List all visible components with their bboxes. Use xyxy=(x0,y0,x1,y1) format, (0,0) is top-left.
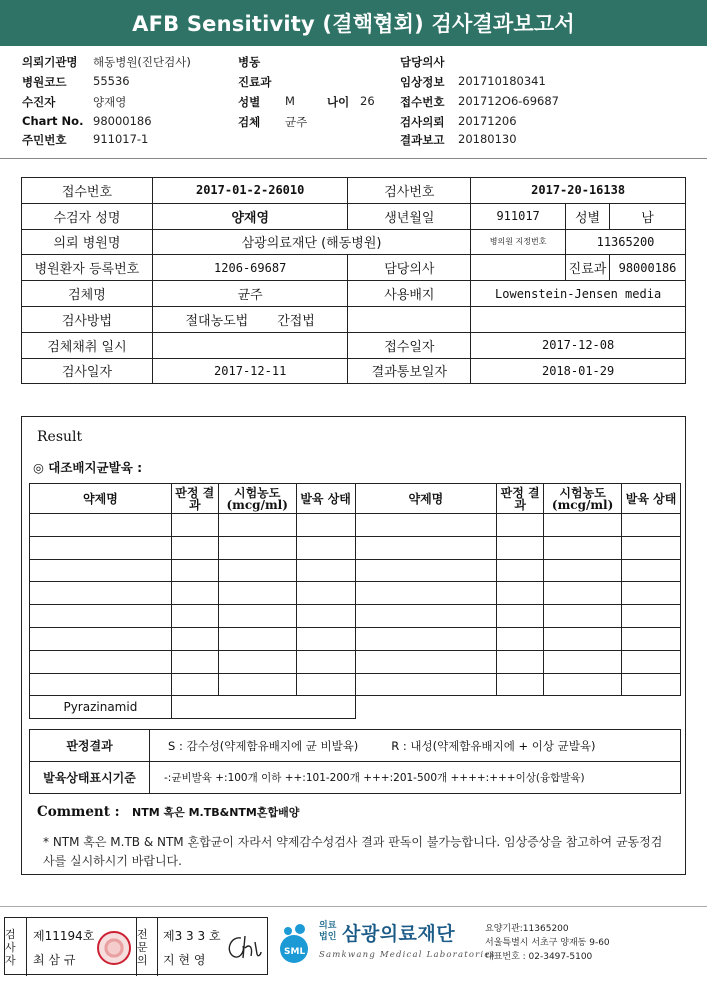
drug-cell xyxy=(622,536,681,559)
drug-sensitivity-table xyxy=(29,483,681,719)
cell-value: 911017 xyxy=(471,203,566,229)
logo-subtitle: 의료법인 xyxy=(319,921,337,942)
drug-cell xyxy=(544,673,622,696)
cell-value: Lowenstein-Jensen media xyxy=(471,281,686,307)
receipt-label: 접수번호 xyxy=(400,95,445,109)
growth-label: 발육상태표시기준 xyxy=(30,762,150,794)
cell-value xyxy=(471,255,566,281)
drug-cell-blank xyxy=(622,696,681,719)
drug-cell xyxy=(171,582,218,605)
drug-row xyxy=(30,514,681,537)
org-phone: 대표번호 : 02-3497-5100 xyxy=(485,952,593,962)
info-row xyxy=(22,306,686,332)
drug-cell xyxy=(497,582,544,605)
code-label: 병원코드 xyxy=(22,75,67,89)
sex-value: M xyxy=(285,94,295,108)
org-code: 요양기관:11365200 xyxy=(485,924,569,934)
cell-value: 1206-69687 xyxy=(152,255,348,281)
col-header: 약제명 xyxy=(30,484,172,514)
drug-cell xyxy=(355,536,497,559)
comment-value: NTM 혹은 M.TB&NTM혼합배양 xyxy=(132,806,300,819)
info-row xyxy=(22,203,686,229)
drug-cell xyxy=(171,559,218,582)
drug-cell-blank xyxy=(497,696,544,719)
drug-cell xyxy=(30,582,172,605)
cell-label: 병의원 지정번호 xyxy=(471,229,566,255)
drug-cell xyxy=(622,582,681,605)
id-label: 주민번호 xyxy=(22,133,67,147)
drug-cell xyxy=(355,650,497,673)
drug-cell xyxy=(30,627,172,650)
drug-row xyxy=(30,650,681,673)
drug-row xyxy=(30,627,681,650)
drug-cell xyxy=(296,514,355,537)
judge-r: R : 내성(약제함유배지에 + 이상 균발육) xyxy=(391,738,596,753)
method-2: 간접법 xyxy=(277,313,315,329)
cell-value: 삼광의료재단 (해동병원) xyxy=(152,229,470,255)
legend-row xyxy=(30,730,681,762)
cell-value: 98000186 xyxy=(610,255,686,281)
comment-note: * NTM 혹은 M.TB & NTM 혼합균이 자라서 약제감수성검사 결과 판독이 불가능합니다. 임상증상을 참고하여 균동정검사를 실시하시기 바랍니다. xyxy=(43,835,663,868)
official-seal-icon xyxy=(97,931,131,965)
logo-english: Samkwang Medical Laboratories xyxy=(319,950,497,960)
signature-box xyxy=(4,917,268,975)
org-label: 의뢰기관명 xyxy=(22,55,78,69)
inspector-name: 최 삼 규 xyxy=(33,953,76,967)
info-row xyxy=(22,178,686,204)
drug-cell xyxy=(497,650,544,673)
drug-cell xyxy=(171,536,218,559)
drug-cell xyxy=(30,673,172,696)
cell-label: 검사번호 xyxy=(348,178,471,204)
col-header: 발육 상태 xyxy=(622,484,681,514)
age-value: 26 xyxy=(360,94,375,108)
company-logo xyxy=(272,917,707,979)
cell-value: 2017-12-08 xyxy=(471,332,686,358)
drug-cell xyxy=(218,650,296,673)
drug-cell xyxy=(544,582,622,605)
info-row xyxy=(22,281,686,307)
cell-label: 성별 xyxy=(566,203,610,229)
cell-label: 사용배지 xyxy=(348,281,471,307)
method-1: 절대농도법 xyxy=(185,313,249,329)
cell-label: 접수번호 xyxy=(22,178,153,204)
drug-cell xyxy=(171,605,218,628)
drug-cell xyxy=(355,582,497,605)
drug-cell xyxy=(171,514,218,537)
drug-cell xyxy=(296,650,355,673)
drug-cell xyxy=(296,559,355,582)
col-header: 시험농도 (mcg/ml) xyxy=(218,484,296,514)
cell-label: 검체명 xyxy=(22,281,153,307)
header-info xyxy=(0,48,707,156)
report-label: 결과보고 xyxy=(400,133,445,147)
drug-cell xyxy=(497,673,544,696)
specialist-license: 제3 3 3 호 xyxy=(163,929,221,943)
cell-value: 남 xyxy=(610,203,686,229)
code-value: 55536 xyxy=(93,74,130,88)
doctor-label: 담당의사 xyxy=(400,55,445,69)
cell-label: 담당의사 xyxy=(348,255,471,281)
drug-cell xyxy=(544,650,622,673)
drug-cell xyxy=(544,559,622,582)
drug-cell xyxy=(30,514,172,537)
legend-row xyxy=(30,762,681,794)
header-divider xyxy=(0,158,707,159)
drug-cell xyxy=(355,673,497,696)
patient-info-table xyxy=(21,177,686,384)
drug-cell xyxy=(171,627,218,650)
age-label: 나이 xyxy=(327,95,350,109)
col-header: 약제명 xyxy=(355,484,497,514)
drug-name: Pyrazinamid xyxy=(30,696,172,719)
info-row xyxy=(22,229,686,255)
drug-cell-blank xyxy=(544,696,622,719)
cell-label: 검체채취 일시 xyxy=(22,332,153,358)
cell-value xyxy=(152,306,348,332)
drug-cell xyxy=(218,673,296,696)
cell-value: 양재영 xyxy=(152,203,348,229)
drug-cell xyxy=(355,559,497,582)
drug-cell xyxy=(355,514,497,537)
chart-value: 98000186 xyxy=(93,114,152,128)
judge-label: 판정결과 xyxy=(30,730,150,762)
legend-table xyxy=(29,729,681,794)
inspector-license: 제11194호 xyxy=(33,929,95,943)
cell-label: 생년월일 xyxy=(348,203,471,229)
comment-label: Comment : xyxy=(37,804,120,820)
drug-cell xyxy=(296,536,355,559)
growth-value: -:균비발육 +:100개 이하 ++:101-200개 +++:201-500개 ++++:+++이상(융합발육) xyxy=(150,762,681,794)
drug-cell xyxy=(30,536,172,559)
drug-cell xyxy=(622,605,681,628)
drug-cell xyxy=(544,536,622,559)
drug-cell-blank xyxy=(355,696,497,719)
cell-value: 2017-01-2-26010 xyxy=(152,178,348,204)
drug-cell xyxy=(497,559,544,582)
drug-cell xyxy=(622,514,681,537)
drug-row xyxy=(30,605,681,628)
specialist-column-label: 전문의 xyxy=(136,918,158,976)
drug-cell xyxy=(218,605,296,628)
drug-cell xyxy=(544,514,622,537)
drug-cell xyxy=(622,673,681,696)
drug-cell xyxy=(622,627,681,650)
info-row xyxy=(22,332,686,358)
drug-cell xyxy=(296,605,355,628)
drug-cell xyxy=(171,673,218,696)
cell-label: 병원환자 등록번호 xyxy=(22,255,153,281)
inspector-column-label: 검사자 xyxy=(5,918,27,976)
footer-divider xyxy=(0,906,707,907)
report-value: 20180130 xyxy=(458,132,517,146)
clinical-label: 임상정보 xyxy=(400,75,445,89)
cell-label: 접수일자 xyxy=(348,332,471,358)
drug-cell xyxy=(544,605,622,628)
drug-cell xyxy=(218,514,296,537)
cell-empty xyxy=(348,306,471,332)
specialist-name: 지 현 영 xyxy=(163,953,206,967)
cell-label: 검사방법 xyxy=(22,306,153,332)
drug-cell xyxy=(296,582,355,605)
specimen-label: 검체 xyxy=(238,115,261,129)
drug-cell xyxy=(355,605,497,628)
drug-cell xyxy=(544,627,622,650)
sex-label: 성별 xyxy=(238,95,261,109)
drug-row xyxy=(30,582,681,605)
control-growth-label: ◎ 대조배지균발육 : xyxy=(33,460,143,475)
cell-value: 11365200 xyxy=(566,229,686,255)
drug-cell xyxy=(622,559,681,582)
org-value: 해동병원(진단검사) xyxy=(93,55,191,69)
cell-label: 의뢰 병원명 xyxy=(22,229,153,255)
drug-cell xyxy=(497,605,544,628)
patient-label: 수진자 xyxy=(22,95,56,109)
cell-value xyxy=(152,332,348,358)
drug-cell xyxy=(218,536,296,559)
col-header: 시험농도 (mcg/ml) xyxy=(544,484,622,514)
drug-row xyxy=(30,696,681,719)
org-contact xyxy=(485,922,610,964)
cell-label: 진료과 xyxy=(566,255,610,281)
signature-icon xyxy=(223,932,263,964)
request-label: 검사의뢰 xyxy=(400,115,445,129)
drug-cell xyxy=(296,673,355,696)
drug-cell xyxy=(497,514,544,537)
specimen-value: 균주 xyxy=(285,115,308,129)
result-title: Result xyxy=(37,429,83,445)
drug-cell xyxy=(171,650,218,673)
judge-s: S : 감수성(약제함유배지에 균 비발육) xyxy=(168,738,359,753)
patient-value: 양재영 xyxy=(93,95,127,109)
org-address: 서울특별시 서초구 양재동 9-60 xyxy=(485,938,610,948)
sml-badge-text: SML xyxy=(284,947,306,957)
drug-cell xyxy=(497,627,544,650)
drug-cell xyxy=(30,605,172,628)
drug-cell xyxy=(296,627,355,650)
cell-label: 결과통보일자 xyxy=(348,358,471,384)
report-title: AFB Sensitivity (결핵협회) 검사결과보고서 xyxy=(0,0,707,46)
col-header: 발육 상태 xyxy=(296,484,355,514)
drug-cell xyxy=(218,582,296,605)
info-row xyxy=(22,255,686,281)
cell-value: 2017-12-11 xyxy=(152,358,348,384)
col-header: 판정 결과 xyxy=(497,484,544,514)
col-header: 판정 결과 xyxy=(171,484,218,514)
drug-cell xyxy=(622,650,681,673)
id-value: 911017-1 xyxy=(93,132,149,146)
drug-header-row xyxy=(30,484,681,514)
drug-cell xyxy=(218,559,296,582)
chart-label: Chart No. xyxy=(22,114,84,128)
drug-cell xyxy=(30,650,172,673)
ward-label: 병동 xyxy=(238,55,261,69)
drug-row xyxy=(30,673,681,696)
dept-label: 진료과 xyxy=(238,75,272,89)
cell-empty xyxy=(471,306,686,332)
drug-cell xyxy=(30,559,172,582)
cell-label: 수검자 성명 xyxy=(22,203,153,229)
judge-value xyxy=(150,730,681,762)
sml-logo-icon xyxy=(272,921,314,965)
cell-value: 균주 xyxy=(152,281,348,307)
drug-cell xyxy=(497,536,544,559)
drug-row xyxy=(30,536,681,559)
drug-row xyxy=(30,559,681,582)
drug-cell xyxy=(171,696,355,719)
request-value: 20171206 xyxy=(458,114,517,128)
clinical-value: 201710180341 xyxy=(458,74,546,88)
cell-value: 2017-20-16138 xyxy=(471,178,686,204)
info-row xyxy=(22,358,686,384)
drug-cell xyxy=(218,627,296,650)
cell-label: 검사일자 xyxy=(22,358,153,384)
drug-cell xyxy=(355,627,497,650)
cell-value: 2018-01-29 xyxy=(471,358,686,384)
logo-title: 삼광의료재단 xyxy=(342,923,456,945)
comment xyxy=(37,804,299,820)
receipt-value: 201712O6-69687 xyxy=(458,94,560,108)
